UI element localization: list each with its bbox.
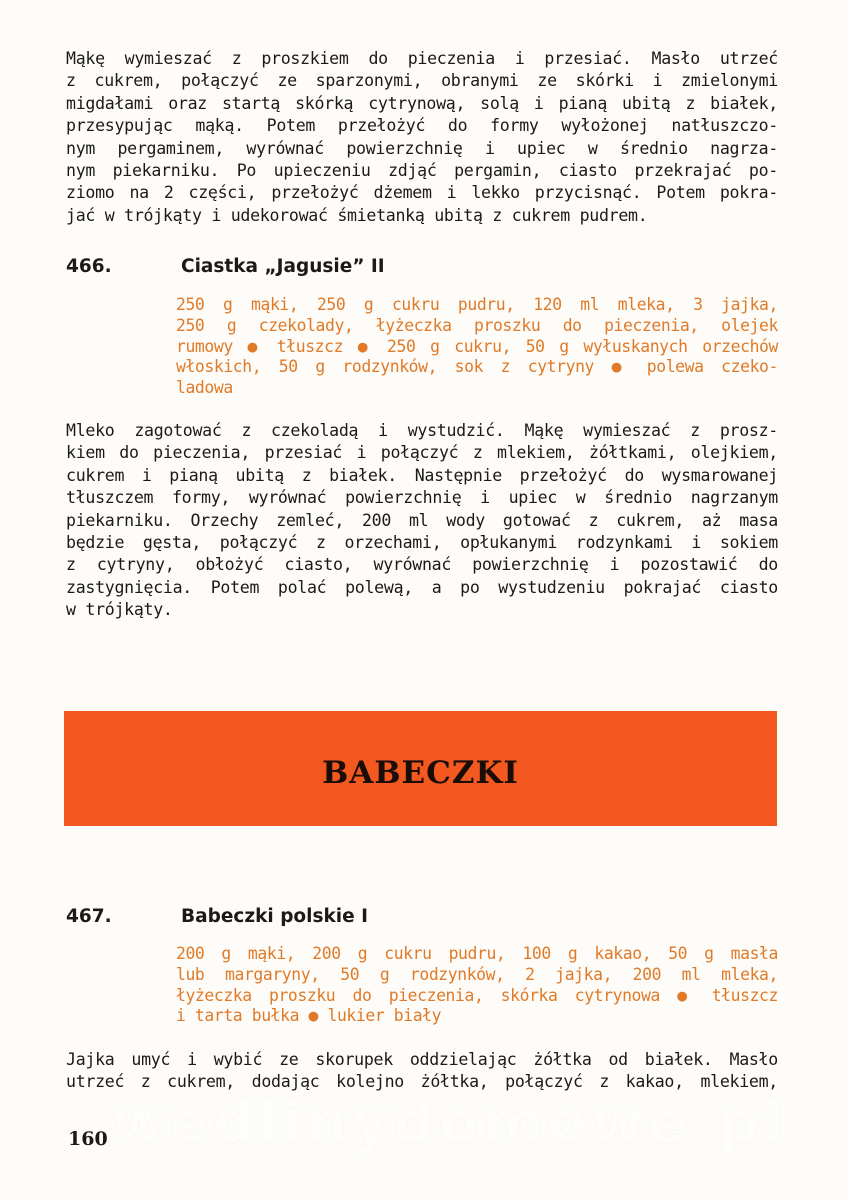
intro-paragraph xyxy=(66,48,778,227)
recipe-number: 466. xyxy=(66,256,112,277)
text-line: przesypując mąką. Potem przełożyć do formy wyłożonej natłuszczo- xyxy=(66,116,778,136)
text-line: Jajka umyć i wybić ze skorupek oddzielając żółtka od białek. Masło xyxy=(66,1050,778,1069)
text-line: z cukrem, połączyć ze sparzonymi, obranymi ze skórki i zmielonymi xyxy=(66,71,778,91)
text-line: cukrem i pianą ubitą z białek. Następnie przełożyć do wysmarowanej xyxy=(66,465,778,485)
recipe-467-ingredients xyxy=(176,944,778,1027)
ingredient-line: 250 g mąki, 250 g cukru pudru, 120 ml mleka, 3 jajka, xyxy=(176,295,778,314)
ingredient-line: 250 g czekolady, łyżeczka proszku do pieczenia, olejek xyxy=(176,315,778,335)
text-line: kiem do pieczenia, przesiać i połączyć z mlekiem, żółtkami, olejkiem, xyxy=(66,443,778,463)
text-line: jać w trójkąty i udekorować śmietanką ubitą z cukrem pudrem. xyxy=(66,205,648,225)
text-line: nym pergaminem, wyrównać powierzchnię i upiec w średnio nagrza- xyxy=(66,138,778,158)
text-line: migdałami oraz startą skórką cytrynową, solą i pianą ubitą z białek, xyxy=(66,93,778,113)
ingredient-line: rumowy ● tłuszcz ● 250 g cukru, 50 g wyłuskanych orzechów xyxy=(176,336,778,356)
text-line: zastygnięcia. Potem polać polewą, a po wystudzeniu pokrajać ciasto xyxy=(66,577,778,597)
ingredient-line: łyżeczka proszku do pieczenia, skórka cytrynowa ● tłuszcz xyxy=(176,985,778,1005)
text-line: nym piekarniku. Po upieczeniu zdjąć pergamin, ciasto przekrajać po- xyxy=(66,161,778,181)
recipe-466-ingredients xyxy=(176,295,778,399)
ingredient-line: włoskich, 50 g rodzynków, sok z cytryny ● polewa czeko- xyxy=(176,357,778,377)
recipe-466-method xyxy=(66,420,778,622)
text-line: ziomo na 2 części, przełożyć dżemem i lekko przycisnąć. Potem pokra- xyxy=(66,183,778,203)
ingredient-line: lub margaryny, 50 g rodzynków, 2 jajka, 200 ml mleka, xyxy=(176,964,778,984)
section-banner xyxy=(64,711,777,826)
page-number: 160 xyxy=(68,1128,108,1150)
section-title: BABECZKI xyxy=(322,755,519,791)
text-line: utrzeć z cukrem, dodając kolejno żółtka, połączyć z kakao, mlekiem, xyxy=(66,1072,778,1092)
text-line: z cytryny, obłożyć ciasto, wyrównać powierzchnię i pozostawić do xyxy=(66,555,778,575)
recipe-title: Babeczki polskie I xyxy=(181,906,369,927)
text-line: będzie gęsta, połączyć z orzechami, opłukanymi rodzynkami i sokiem xyxy=(66,533,778,553)
recipe-title: Ciastka „Jagusie” II xyxy=(181,256,385,277)
text-line: tłuszczem formy, wyrównać powierzchnię i upiec w średnio nagrzanym xyxy=(66,488,778,508)
text-line: Mąkę wymieszać z proszkiem do pieczenia i przesiać. Masło utrzeć xyxy=(66,49,778,68)
ingredient-line: i tarta bułka ● lukier biały xyxy=(176,1006,442,1026)
text-line: piekarniku. Orzechy zemleć, 200 ml wody gotować z cukrem, aż masa xyxy=(66,510,778,530)
ingredient-line: 200 g mąki, 200 g cukru pudru, 100 g kakao, 50 g masła xyxy=(176,944,778,963)
watermark: wedlinydomowe.pl xyxy=(112,1088,788,1156)
recipe-number: 467. xyxy=(66,906,112,927)
text-line: Mleko zagotować z czekoladą i wystudzić. Mąkę wymieszać z prosz- xyxy=(66,421,778,440)
text-line: w trójkąty. xyxy=(66,600,173,620)
ingredient-line: ladowa xyxy=(176,378,233,398)
